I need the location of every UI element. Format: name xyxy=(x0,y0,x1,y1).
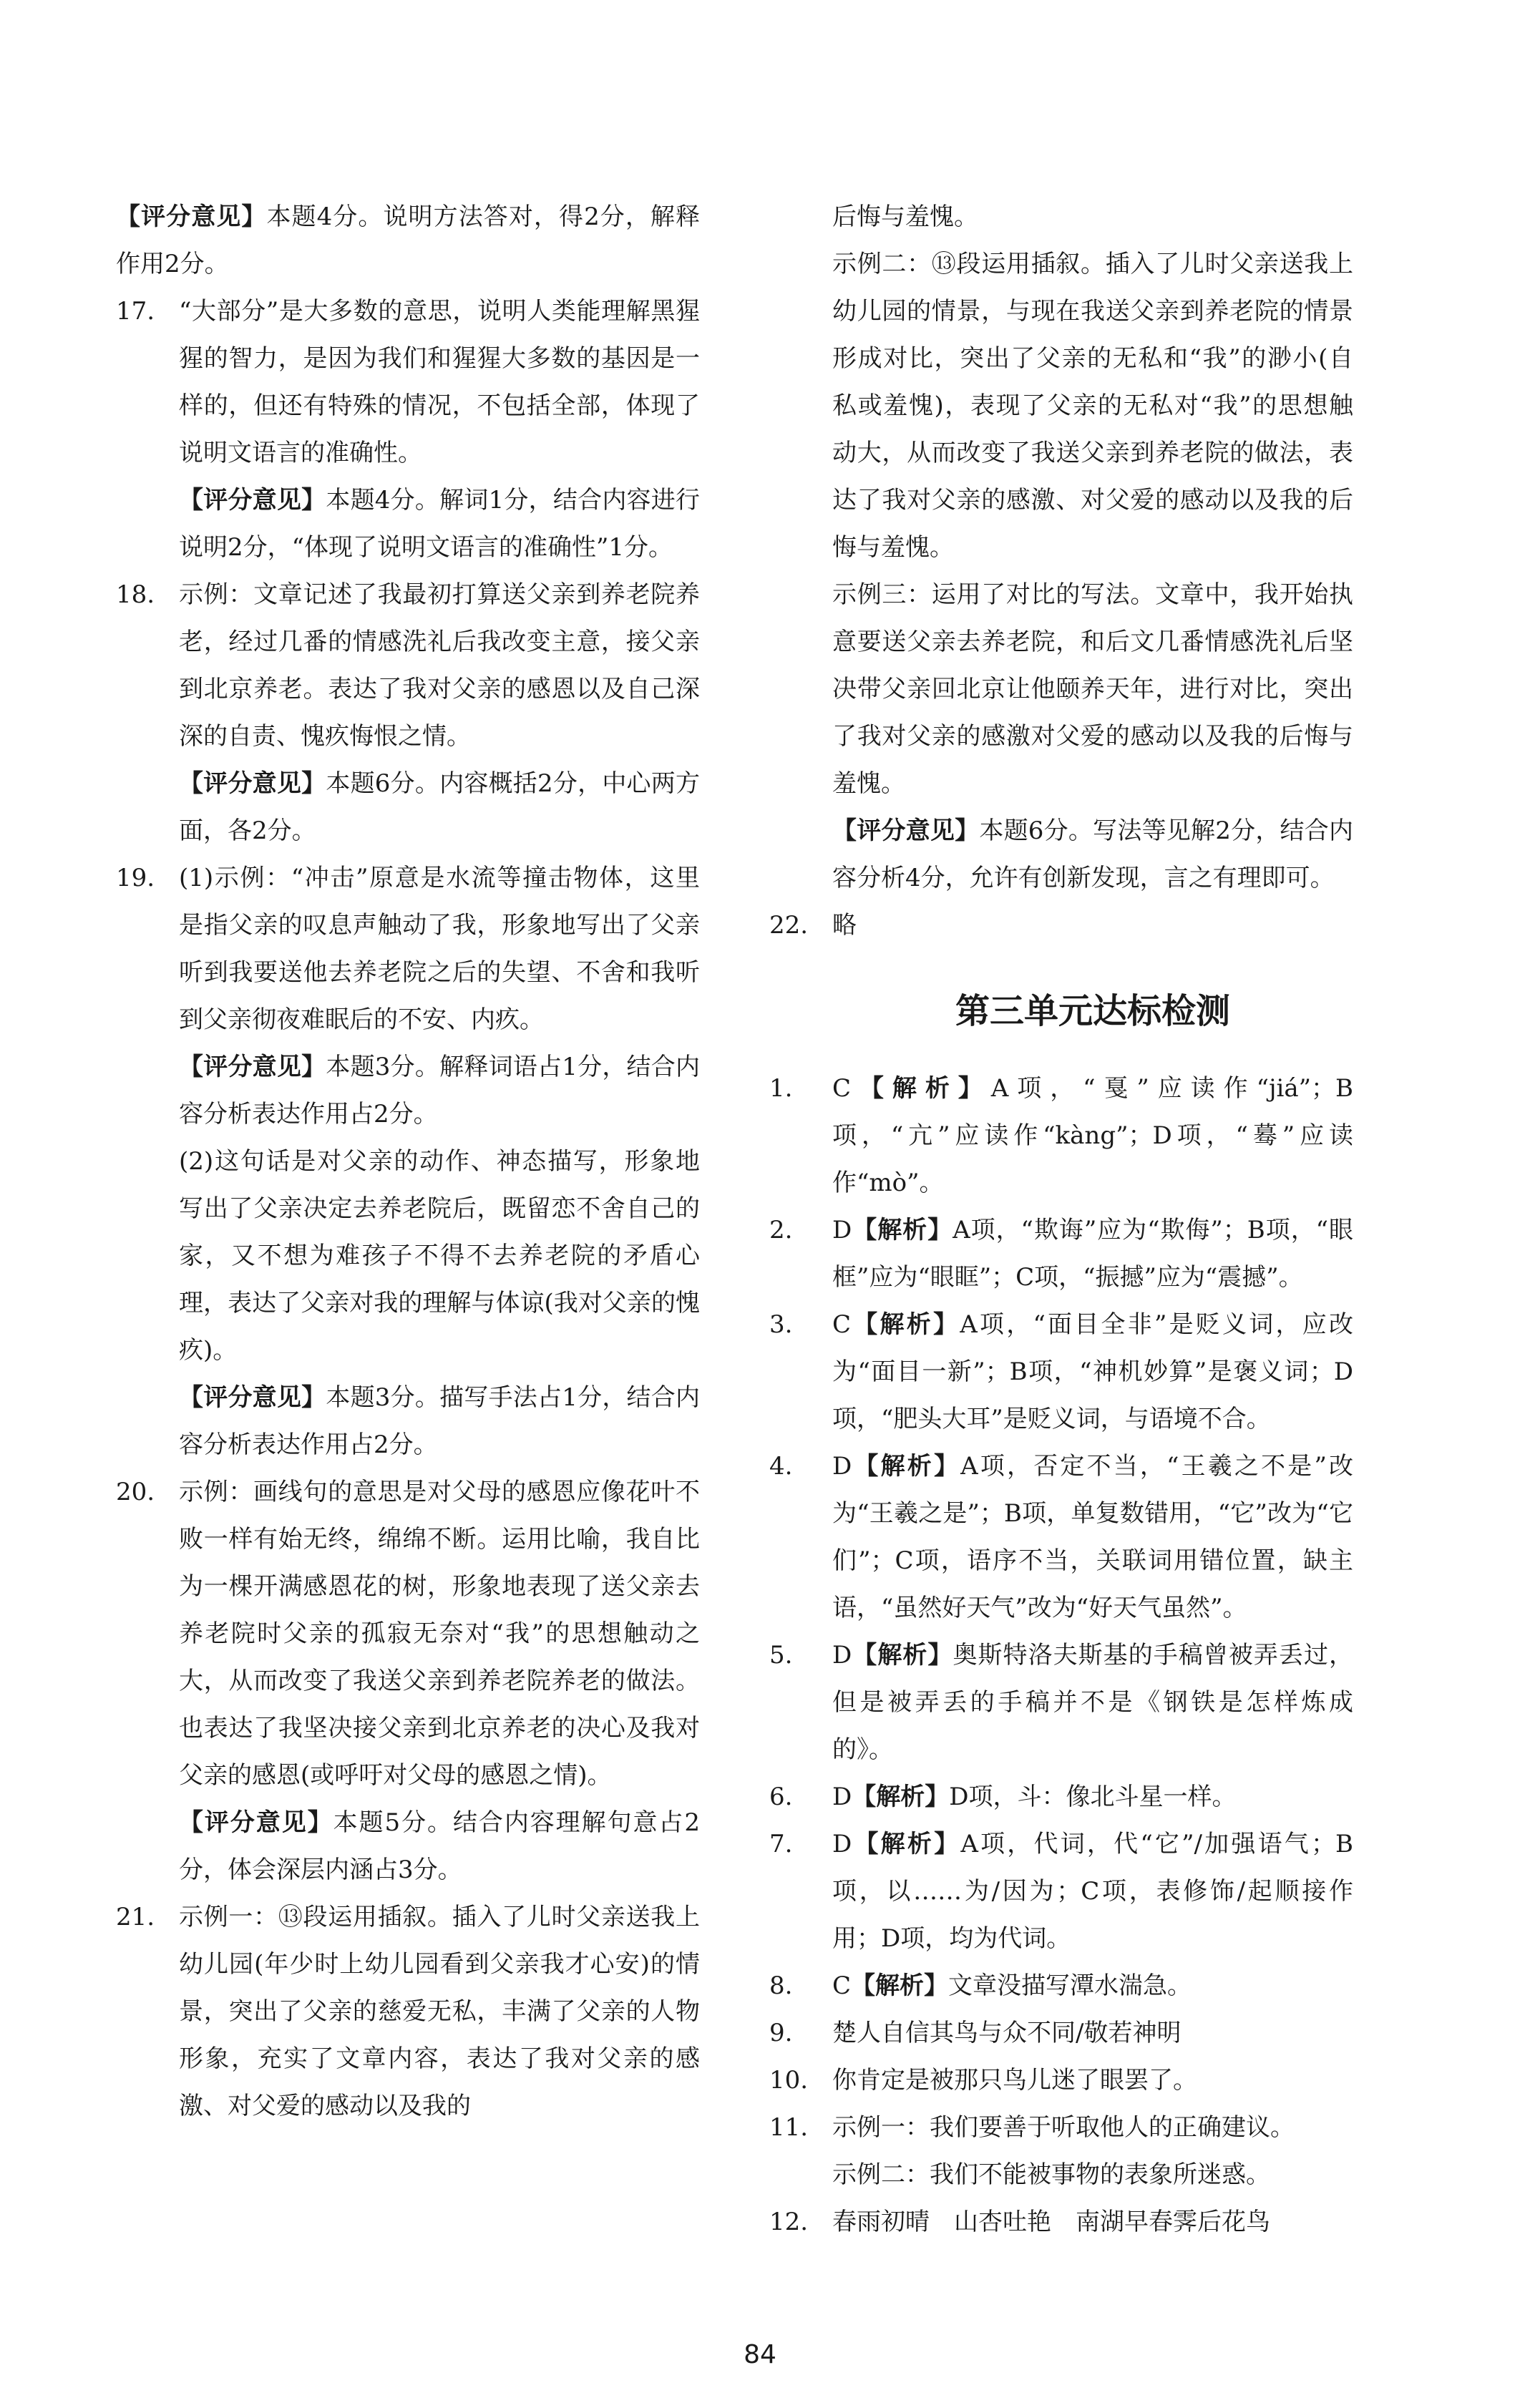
answer-text: 示例：文章记述了我最初打算送父亲到养老院养老，经过几番的情感洗礼后我改变主意，接父亲到北京养老。表达了我对父亲的感恩以及自己深深的自责、愧疚悔恨之情。 xyxy=(179,580,700,751)
item-number: 9. xyxy=(769,2019,793,2047)
bracket-label: 【评分意见】 xyxy=(179,486,326,515)
answer-text: 楚人自信其鸟与众不同/敬若神明 xyxy=(832,2019,1182,2047)
answer-21-example-2: 示例二：⑬段运用插叙。插入了儿时父亲送我上幼儿园的情景，与现在我送父亲到养老院的情景形成对比，突出了父亲的无私和“我”的渺小(自私或羞愧)，表现了父亲的无私对“我”的思想触动大，从而改变了我送父亲到养老院的做法，表达了我对父亲的感激、对父爱的感动以及我的后悔与羞愧。 xyxy=(832,250,1353,562)
answer-text: C【解析】文章没描写潭水湍急。 xyxy=(832,1971,1192,2000)
answer-21 xyxy=(116,1893,700,2130)
answer-5 xyxy=(769,1632,1353,1773)
item-number: 18. xyxy=(116,580,155,609)
answer-9 xyxy=(769,2009,1353,2057)
left-column xyxy=(116,193,700,2130)
answer-21-continued: 后悔与羞愧。 xyxy=(832,203,978,231)
evaluation-note: 【评分意见】本题4分。解词1分，结合内容进行说明2分，“体现了说明文语言的准确性”1分。 xyxy=(179,486,701,562)
evaluation-note: 【评分意见】本题6分。内容概括2分，中心两方面，各2分。 xyxy=(179,769,701,845)
item-number: 2. xyxy=(769,1216,793,1244)
answer-text: 示例一：⑬段运用插叙。插入了儿时父亲送我上幼儿园(年少时上幼儿园看到父亲我才心安)的情景，突出了父亲的慈爱无私，丰满了父亲的人物形象，充实了文章内容，表达了我对父亲的感激、对父爱的感动以及我的 xyxy=(179,1903,700,2120)
bracket-label: 【解析】 xyxy=(852,1783,950,1811)
bracket-label: 【解析】 xyxy=(852,1641,953,1669)
answer-text: 春雨初晴 山杏吐艳 南湖早春霁后花鸟 xyxy=(832,2208,1270,2236)
bracket-label: 【解析】 xyxy=(852,1830,961,1858)
item-number: 3. xyxy=(769,1310,793,1339)
item-number: 22. xyxy=(769,911,809,940)
item-number: 19. xyxy=(116,864,155,892)
answer-22 xyxy=(769,902,1353,949)
bracket-label: 【评分意见】 xyxy=(179,769,326,798)
item-number: 10. xyxy=(769,2066,809,2095)
answer-text: D【解析】D项，斗：像北斗星一样。 xyxy=(832,1783,1237,1811)
bracket-label: 【评分意见】 xyxy=(179,1383,326,1412)
answer-19 xyxy=(116,854,700,1468)
answer-text-part2: (2)这句话是对父亲的动作、神态描写，形象地写出了父亲决定去养老院后，既留恋不舍自己的家，又不想为难孩子不得不去养老院的矛盾心理，表达了父亲对我的理解与体谅(我对父亲的愧疚)。 xyxy=(179,1147,700,1365)
evaluation-note: 【评分意见】本题3分。解释词语占1分，结合内容分析表达作用占2分。 xyxy=(179,1053,701,1129)
bracket-label: 【评分意见】 xyxy=(179,1808,333,1837)
answer-text: D【解析】奥斯特洛夫斯基的手稿曾被弄丢过，但是被弄丢的手稿并不是《钢铁是怎样炼成的》。 xyxy=(832,1641,1354,1764)
answer-text-example-2: 示例二：我们不能被事物的表象所迷惑。 xyxy=(832,2160,1270,2189)
answer-8 xyxy=(769,1962,1353,2009)
answer-18 xyxy=(116,571,700,854)
bracket-label: 【评分意见】 xyxy=(832,817,980,845)
answer-text: D【解析】A项，代词，代“它”/加强语气；B项，以……为/因为；C项，表修饰/起顺接作用；D项，均为代词。 xyxy=(832,1830,1353,1953)
answer-text: D【解析】A项，否定不当，“王羲之不是”改为“王羲之是”；B项，单复数错用，“它”改为“它们”；C项，语序不当，关联词用错位置，缺主语，“虽然好天气”改为“好天气虽然”。 xyxy=(832,1452,1353,1622)
item-number: 5. xyxy=(769,1641,793,1669)
answer-text: “大部分”是大多数的意思，说明人类能理解黑猩猩的智力，是因为我们和猩猩大多数的基因是一样的，但还有特殊的情况，不包括全部，体现了说明文语言的准确性。 xyxy=(179,297,700,467)
answer-text: C【解析】A项，“戛”应读作“jiá”；B项，“亢”应读作“kàng”；D项，“蓦”应读作“mò”。 xyxy=(832,1074,1354,1197)
evaluation-note: 【评分意见】本题3分。描写手法占1分，结合内容分析表达作用占2分。 xyxy=(179,1383,701,1459)
answer-12 xyxy=(769,2198,1353,2246)
answer-6 xyxy=(769,1773,1353,1820)
answer-text: (1)示例：“冲击”原意是水流等撞击物体，这里是指父亲的叹息声触动了我，形象地写出了父亲听到我要送他去养老院之后的失望、不舍和我听到父亲彻夜难眠后的不安、内疚。 xyxy=(179,864,700,1034)
right-column xyxy=(769,193,1353,2246)
page-number: 84 xyxy=(744,2340,776,2369)
bracket-label: 【解析】 xyxy=(851,1971,949,2000)
section-title: 第三单元达标检测 xyxy=(955,991,1230,1031)
answer-10 xyxy=(769,2057,1353,2104)
answer-text: 你肯定是被那只鸟儿迷了眼罢了。 xyxy=(832,2066,1197,2095)
item-number: 17. xyxy=(116,297,155,326)
bracket-label: 【解析】 xyxy=(852,1216,953,1244)
item-number: 21. xyxy=(116,1903,155,1931)
answer-text: 示例一：我们要善于听取他人的正确建议。 xyxy=(832,2113,1295,2142)
answer-text: D【解析】A项，“欺诲”应为“欺侮”；B项，“眼框”应为“眼眶”；C项，“振撼”应为“震撼”。 xyxy=(832,1216,1354,1292)
item-number: 11. xyxy=(769,2113,809,2142)
bracket-label: 【评分意见】 xyxy=(116,203,267,231)
answer-text: C【解析】A项，“面目全非”是贬义词，应改为“面目一新”；B项，“神机妙算”是褒义词；D项，“肥头大耳”是贬义词，与语境不合。 xyxy=(832,1310,1353,1433)
answer-text: 略 xyxy=(832,911,857,940)
answer-4 xyxy=(769,1443,1353,1632)
bracket-label: 【解析】 xyxy=(852,1452,961,1481)
evaluation-note: 【评分意见】本题6分。写法等见解2分，结合内容分析4分，允许有创新发现，言之有理即可。 xyxy=(832,817,1354,892)
answer-11 xyxy=(769,2104,1353,2198)
answer-3 xyxy=(769,1301,1353,1443)
answer-2 xyxy=(769,1207,1353,1301)
item-number: 12. xyxy=(769,2208,809,2236)
item-number: 6. xyxy=(769,1783,793,1811)
item-number: 8. xyxy=(769,1971,793,2000)
bracket-label: 【评分意见】 xyxy=(179,1053,326,1081)
answer-7 xyxy=(769,1820,1353,1962)
item-number: 7. xyxy=(769,1830,793,1858)
bracket-label: 【解析】 xyxy=(851,1310,960,1339)
answer-20 xyxy=(116,1468,700,1893)
evaluation-note: 【评分意见】本题5分。结合内容理解句意占2分，体会深层内涵占3分。 xyxy=(179,1808,701,1884)
answer-17 xyxy=(116,288,700,571)
bracket-label: 【解析】 xyxy=(851,1074,991,1103)
item-number: 20. xyxy=(116,1478,155,1506)
answer-1 xyxy=(769,1065,1353,1207)
item-number: 1. xyxy=(769,1074,793,1103)
q16-evaluation: 【评分意见】本题4分。说明方法答对，得2分，解释作用2分。 xyxy=(116,203,700,278)
answer-21-example-3: 示例三：运用了对比的写法。文章中，我开始执意要送父亲去养老院，和后文几番情感洗礼后坚决带父亲回北京让他颐养天年，进行对比，突出了我对父亲的感激对父爱的感动以及我的后悔与羞愧。 xyxy=(832,580,1353,798)
answer-text: 示例：画线句的意思是对父母的感恩应像花叶不败一样有始无终，绵绵不断。运用比喻，我自比为一棵开满感恩花的树，形象地表现了送父亲去养老院时父亲的孤寂无奈对“我”的思想触动之大，从而改变了我送父亲到养老院养老的做法。也表达了我坚决接父亲到北京养老的决心及我对父亲的感恩(或呼吁对父母的感恩之情)。 xyxy=(179,1478,700,1790)
item-number: 4. xyxy=(769,1452,793,1481)
